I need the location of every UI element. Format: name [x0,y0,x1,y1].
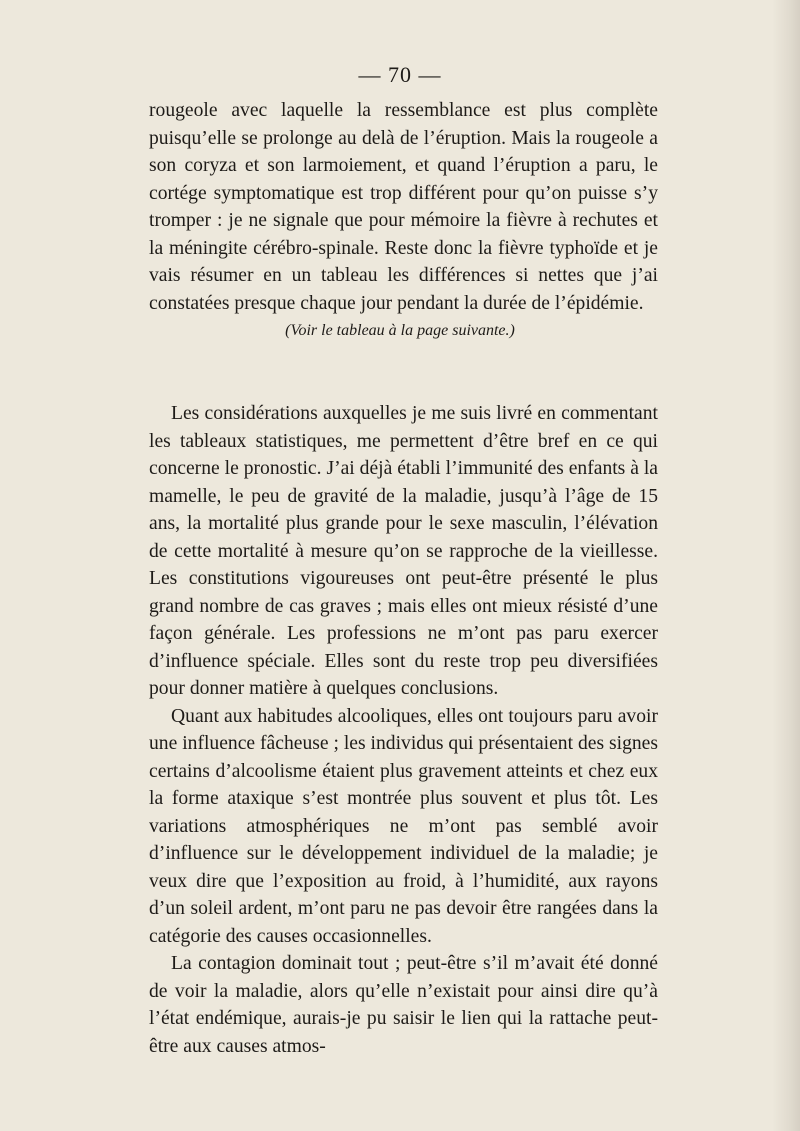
paragraph: Les considérations auxquelles je me suis livré en commentant les tableaux statistiques, me permettent d’être bref en ce qui concerne le pronostic. J’ai déjà établi l’immunité des enfants à la mamelle, le peu de gravité de la maladie, jusqu’à l’âge de 15 ans, la mortalité plus grande pour le sexe masculin, l’élévation de cette mortalité à mesure qu’on se rapproche de la vieillesse. Les constitutions vigoureuses ont peut-être présenté le plus grand nombre de cas graves ; mais elles ont mieux résisté d’une façon générale. Les professions ne m’ont pas paru exercer d’influence spéciale. Elles sont du reste trop peu diversifiées pour donner matière à quelques conclusions. [149,403,658,699]
table-reference-note: (Voir le tableau à la page suivante.) [285,322,515,339]
page-edge-shadow [772,0,800,1131]
text-block-top [149,97,658,317]
page-number: — 70 — [358,62,442,87]
paragraph: La contagion dominait tout ; peut-être s’il m’avait été donné de voir la maladie, alors qu’elle n’existait pour ainsi dire qu’à l’état endémique, aurais-je pu saisir le lien qui la rattache peut-être aux causes atmos- [149,953,658,1057]
paragraph: Quant aux habitudes alcooliques, elles ont toujours paru avoir une influence fâcheuse ; les individus qui présentaient des signes certains d’alcoolisme étaient plus gravement atteints et chez eux la forme ataxique s’est montrée plus souvent et plus tôt. Les variations atmosphériques ne m’ont pas semblé avoir d’influence sur le développement individuel de la maladie; je veux dire que l’exposition au froid, à l’humidité, aux rayons d’un soleil ardent, m’ont paru ne pas devoir être rangées dans la catégorie des causes occasionnelles. [149,705,658,947]
paragraph: rougeole avec laquelle la ressemblance est plus complète puisqu’elle se prolonge au delà de l’éruption. Mais la rougeole a son coryza et son larmoiement, et quand l’éruption a paru, le cortége symptomatique est trop différent pour qu’on puisse s’y tromper : je ne signale que pour mémoire la fièvre à rechutes et la méningite cérébro-spinale. Reste donc la fièvre typhoïde et je vais résumer en un tableau les différences si nettes que j’ai constatées presque chaque jour pendant la durée de l’épidémie. [149,100,658,314]
text-block-main [149,400,658,1060]
